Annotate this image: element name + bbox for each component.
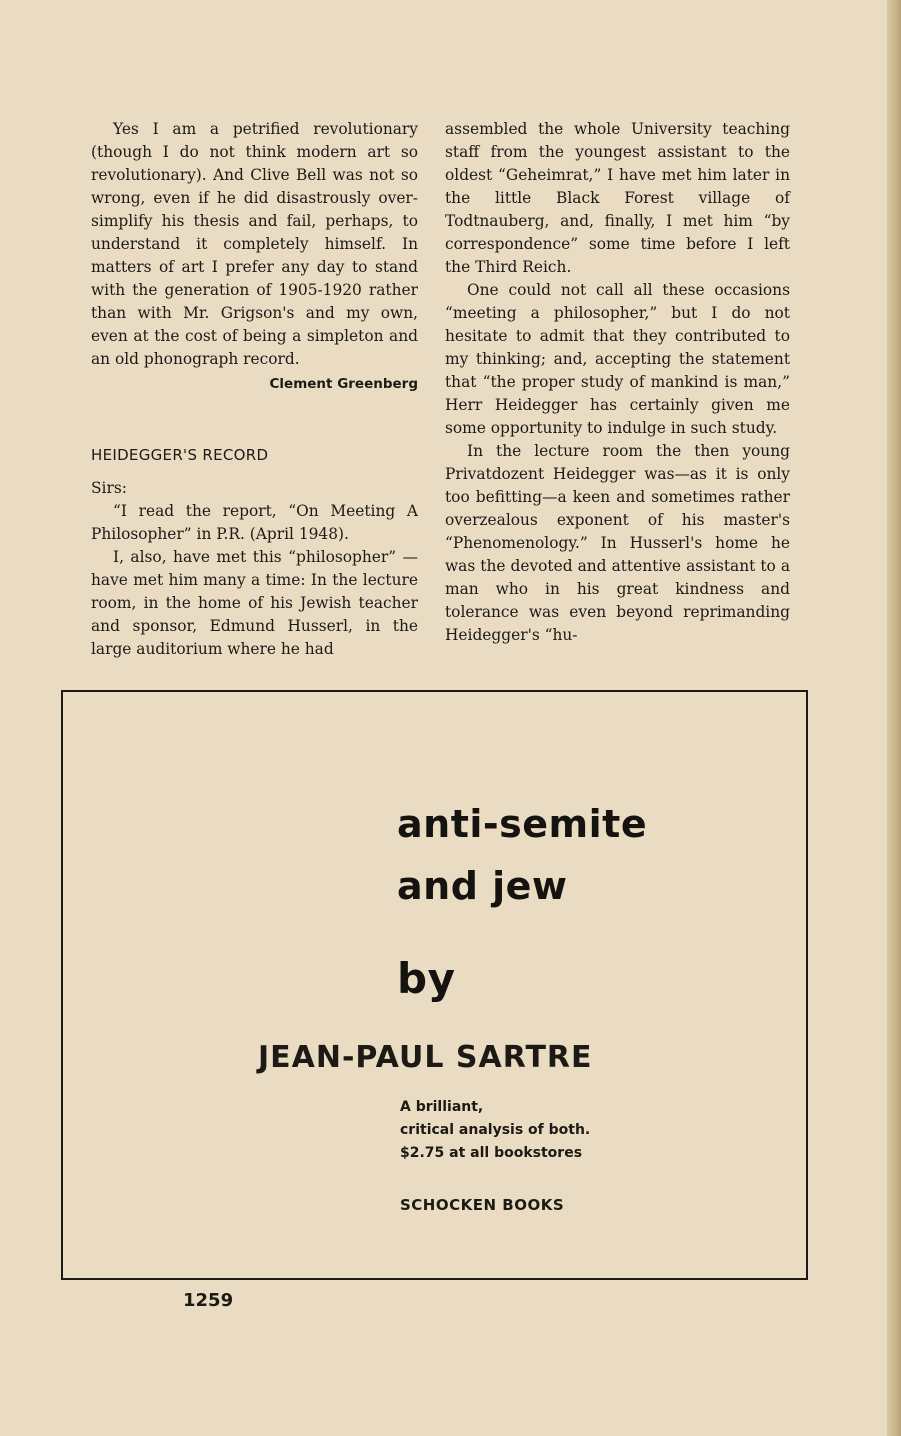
page-edge bbox=[887, 0, 901, 1436]
ad-author: JEAN-PAUL SARTRE bbox=[258, 1040, 593, 1075]
left-column bbox=[91, 118, 418, 661]
salutation: Sirs: bbox=[91, 479, 127, 497]
book-advertisement bbox=[61, 690, 808, 1280]
signature: Clement Greenberg bbox=[269, 376, 418, 392]
ad-by: by bbox=[397, 954, 456, 1003]
paragraph-4: In the lecture room the then young Privatdozent Heidegger was—as it is only too befitting—a keen and sometimes rather overzealous exponent of his master's “Phenomenology.” In Husserl's home he was the devoted and attentive assistant to a man who in his great kindness and tolerance was even beyond reprimanding Heidegger's “hu- bbox=[445, 442, 790, 644]
section-heading: HEIDEGGER'S RECORD bbox=[91, 446, 269, 464]
page-number: 1259 bbox=[183, 1290, 234, 1311]
right-column bbox=[445, 118, 790, 647]
ad-price: $2.75 at all bookstores bbox=[400, 1145, 583, 1161]
ad-title-line-1: anti-semite bbox=[397, 802, 648, 846]
ad-blurb-line-2: critical analysis of both. bbox=[400, 1122, 591, 1138]
ad-blurb bbox=[400, 1096, 590, 1165]
paragraph-2-continued: assembled the whole University teaching staff from the youngest assistant to the oldest “Geheimrat,” I have met him later in the little Black Forest village of Todtnauberg, and, finally, I met him “by correspondence” some time before I left the Third Reich. bbox=[445, 120, 790, 276]
paragraph-3: One could not call all these occasions “meeting a philosopher,” but I do not hesitate to admit that they contributed to my thinking; and, accepting the statement that “the proper study of mankind is man,” Herr Heidegger has certainly given me some opportunity to indulge in such study. bbox=[445, 281, 790, 437]
ad-title-line-2: and jew bbox=[397, 864, 568, 908]
ad-blurb-line-1: A brilliant, bbox=[400, 1099, 484, 1115]
paragraph-2: I, also, have met this “philosopher” —have met him many a time: In the lecture room, in the home of his Jewish teacher and sponsor, Edmund Husserl, in the large auditorium where he had bbox=[91, 548, 418, 658]
ad-publisher: SCHOCKEN BOOKS bbox=[400, 1196, 565, 1214]
paragraph-1: “I read the report, “On Meeting A Philosopher” in P.R. (April 1948). bbox=[91, 502, 418, 543]
letter-body: Yes I am a petrified revolutionary (though I do not think modern art so revolutionary). And Clive Bell was not so wrong, even if he did disastrously over-simplify his thesis and fail, perhaps, to understand it completely himself. In matters of art I prefer any day to stand with the generation of 1905-1920 rather than with Mr. Grigson's and my own, even at the cost of being a simpleton and an old phonograph record. bbox=[91, 120, 418, 368]
